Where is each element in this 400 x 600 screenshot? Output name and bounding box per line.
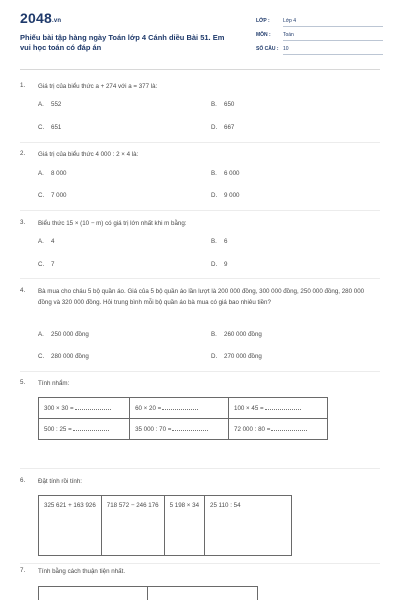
answer-blank[interactable] [73, 426, 109, 431]
subject-label: MÔN : [256, 32, 271, 38]
table-cell[interactable]: 5 198 × 34 [164, 496, 204, 516]
subject-value: Toán [283, 32, 383, 41]
answer-blank[interactable] [271, 426, 307, 431]
mental-math-table [38, 397, 328, 440]
table-cell[interactable]: 60 × 20 = [130, 398, 229, 419]
question-number: 4. [20, 287, 26, 294]
question-text: Bà mua cho cháu 5 bộ quần áo. Giá của 5 bộ quần áo lần lượt là 200 000 đồng, 300 000 đồng, 250 000 đồng, 280 000 đồng và 320 000 đồng. Hỏi trung bình mỗi bộ quần áo bà mua có giá bao nhiêu tiền? [38, 288, 365, 306]
question-7-table-cell[interactable] [148, 586, 258, 600]
question-text: Tính nhẩm: [38, 380, 70, 387]
option-c[interactable]: C. 7 000 [38, 192, 67, 199]
workspace-cell[interactable] [164, 516, 204, 556]
question-number: 6. [20, 477, 26, 484]
option-a[interactable]: A. 4 [38, 238, 55, 245]
workspace-cell[interactable] [101, 516, 164, 556]
question-number: 5. [20, 379, 26, 386]
option-a[interactable]: A. 552 [38, 101, 62, 108]
question-number: 7. [20, 567, 26, 574]
table-cell[interactable]: 300 × 30 = [39, 398, 130, 419]
question-text: Tính bằng cách thuận tiện nhất. [38, 568, 126, 575]
answer-blank[interactable] [172, 426, 208, 431]
option-c[interactable]: C. 651 [38, 124, 62, 131]
workspace-cell[interactable] [205, 516, 292, 556]
table-cell[interactable]: 25 110 : 54 [205, 496, 292, 516]
option-b[interactable]: B. 260 000 đồng [211, 331, 262, 338]
option-c[interactable]: C. 7 [38, 261, 55, 268]
table-cell[interactable]: 72 000 : 80 = [229, 419, 328, 440]
option-d[interactable]: D. 667 [211, 124, 235, 131]
answer-blank[interactable] [265, 405, 301, 410]
table-cell[interactable]: 500 : 25 = [39, 419, 130, 440]
worksheet-title: Phiếu bài tập hàng ngày Toán lớp 4 Cánh diều Bài 51. Em vui học toán có đáp án [20, 33, 225, 52]
table-cell[interactable]: 718 572 − 246 176 [101, 496, 164, 516]
answer-blank[interactable] [162, 405, 198, 410]
question-7-table-cell[interactable] [38, 586, 148, 600]
question-number: 3. [20, 219, 26, 226]
workspace-cell[interactable] [39, 516, 102, 556]
option-c[interactable]: C. 280 000 đồng [38, 353, 89, 360]
option-a[interactable]: A. 8 000 [38, 170, 67, 177]
question-text: Đặt tính rồi tính: [38, 478, 83, 485]
question-divider [20, 278, 380, 279]
question-divider [20, 142, 380, 143]
table-row [39, 398, 328, 419]
option-d[interactable]: D. 270 000 đồng [211, 353, 262, 360]
question-number: 2. [20, 150, 26, 157]
question-divider [20, 210, 380, 211]
class-label: LỚP : [256, 18, 270, 24]
worksheet-header [0, 0, 400, 66]
question-divider [20, 468, 380, 469]
question-text: Giá trị của biểu thức 4 000 : 2 × 4 là: [38, 151, 139, 158]
option-b[interactable]: B. 650 [211, 101, 235, 108]
option-d[interactable]: D. 9 [211, 261, 228, 268]
option-a[interactable]: A. 250 000 đồng [38, 331, 89, 338]
question-text: Giá trị của biểu thức a + 274 với a = 377 là: [38, 83, 158, 90]
question-text: Biểu thức 15 × (10 − m) có giá trị lớn nhất khi m bằng: [38, 220, 187, 227]
table-cell[interactable]: 325 621 + 163 926 [39, 496, 102, 516]
calculation-table [38, 495, 292, 556]
question-divider [20, 563, 380, 564]
option-b[interactable]: B. 6 000 [211, 170, 240, 177]
header-divider [20, 69, 380, 70]
question-number: 1. [20, 82, 26, 89]
option-d[interactable]: D. 9 000 [211, 192, 240, 199]
question-count-label: SỐ CÂU : [256, 46, 279, 52]
table-row [39, 496, 292, 516]
option-b[interactable]: B. 6 [211, 238, 228, 245]
table-cell[interactable]: 35 000 : 70 = [130, 419, 229, 440]
table-row [39, 516, 292, 556]
table-cell[interactable]: 100 × 45 = [229, 398, 328, 419]
question-count-value: 10 [283, 46, 383, 55]
class-value: Lớp 4 [283, 18, 383, 27]
site-logo[interactable]: 2048.vn [20, 10, 62, 26]
table-row [39, 419, 328, 440]
answer-blank[interactable] [75, 405, 111, 410]
question-divider [20, 371, 380, 372]
